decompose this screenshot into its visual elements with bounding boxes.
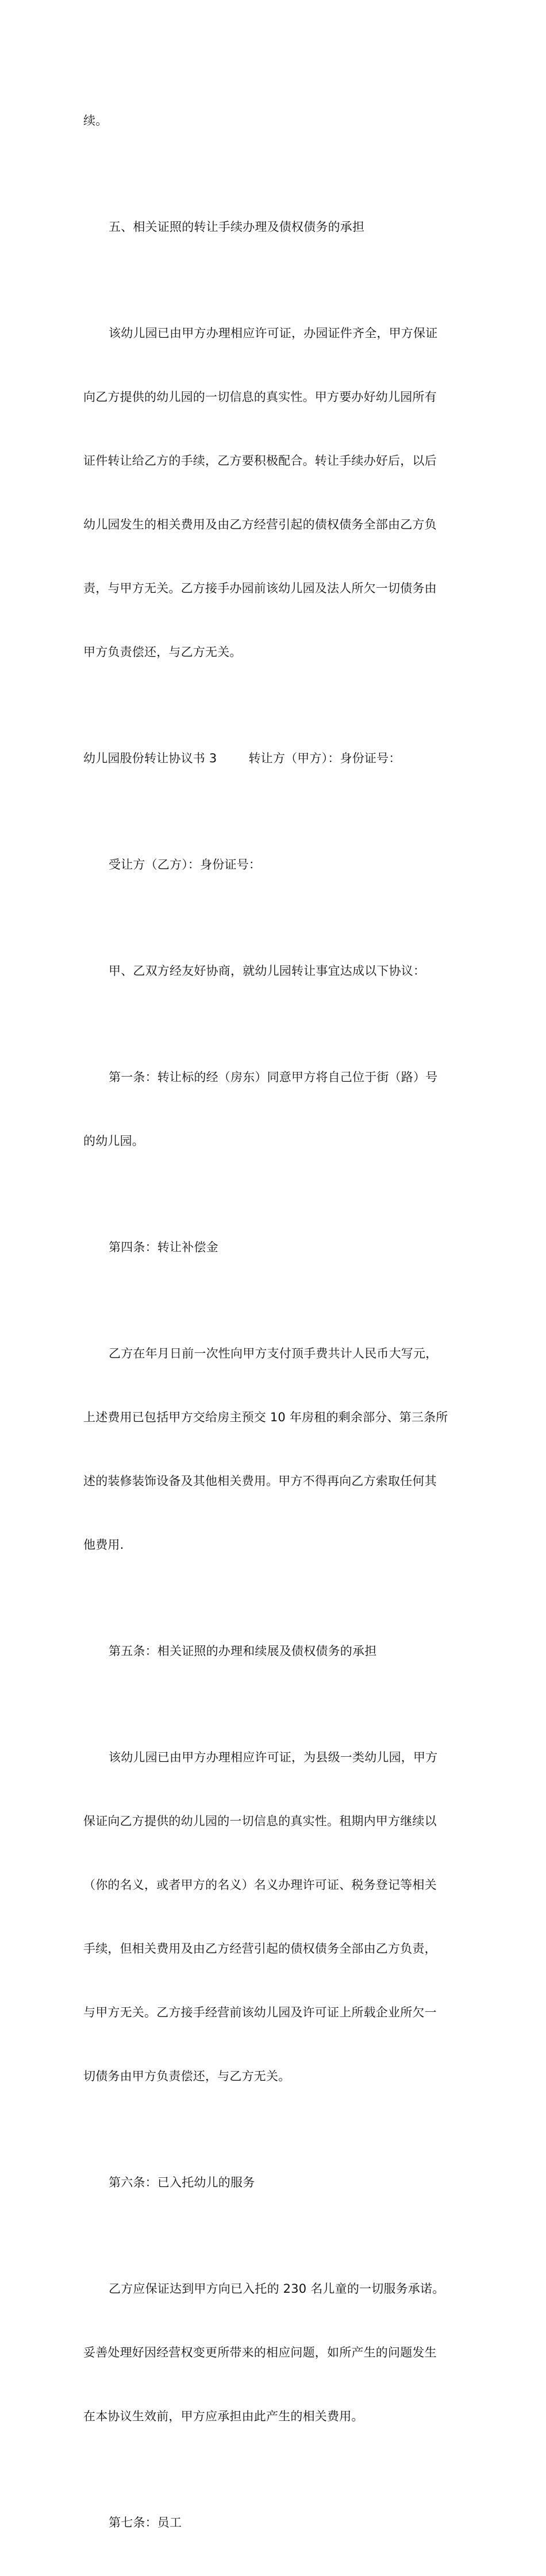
text-line: 第六条：已入托幼儿的服务 <box>109 2176 255 2189</box>
article-5-heading <box>83 1598 467 1705</box>
paragraph-continuation <box>83 68 467 174</box>
text-line: 第五条：相关证照的办理和续展及债权债务的承担 <box>109 1644 377 1658</box>
text-line: 切债务由甲方负责偿还，与乙方无关。 <box>83 2069 291 2083</box>
agreement-preamble <box>83 918 467 1024</box>
text-line: 该幼儿园已由甲方办理相应许可证，办园证件齐全，甲方保证 <box>109 326 438 340</box>
text-line: 续。 <box>83 114 108 128</box>
text-line: 乙方在年月日前一次性向甲方支付顶手费共计人民币大写元， <box>109 1347 438 1360</box>
text-line: 证件转让给乙方的手续，乙方要积极配合。转让手续办好后，以后 <box>83 454 437 468</box>
article-6-heading <box>83 2130 467 2236</box>
text-line: 保证向乙方提供的幼儿园的一切信息的真实性。租期内甲方继续以 <box>83 1814 437 1828</box>
paragraph-license-transfer <box>83 280 467 705</box>
text-line: 他费用. <box>83 1538 124 1552</box>
text-line: （你的名义，或者甲方的名义）名义办理许可证、税务登记等相关 <box>83 1878 437 1892</box>
transferee-line <box>83 812 467 918</box>
text-line: 责，与甲方无关。乙方接手办园前该幼儿园及法人所欠一切债务由 <box>83 581 437 595</box>
text-line: 上述费用已包括甲方交给房主预交 10 年房租的剩余部分、第三条所 <box>83 1410 448 1424</box>
text-line: 手续，但相关费用及由乙方经营引起的债权债务全部由乙方负责， <box>83 1942 437 1956</box>
text-line: 幼儿园股份转让协议书 3 转让方（甲方）：身份证号： <box>83 751 401 765</box>
text-line: 第四条：转让补偿金 <box>109 1240 218 1254</box>
article-4-heading <box>83 1194 467 1301</box>
article-6-body <box>83 2236 467 2470</box>
text-line: 与甲方无关。乙方接手经营前该幼儿园及许可证上所载企业所欠一 <box>83 2006 437 2019</box>
text-line: 甲、乙双方经友好协商，就幼儿园转让事宜达成以下协议： <box>109 964 426 978</box>
text-line: 受让方（乙方）：身份证号： <box>109 858 262 871</box>
text-line: 乙方应保证达到甲方向已入托的 230 名儿童的一切服务承诺。 <box>109 2282 445 2296</box>
article-7-heading <box>83 2470 467 2576</box>
text-line: 第一条：转让标的经（房东）同意甲方将自己位于街（路）号 <box>109 1070 438 1084</box>
text-line: 该幼儿园已由甲方办理相应许可证，为县级一类幼儿园，甲方 <box>109 1750 438 1764</box>
text-line: 的幼儿园。 <box>83 1134 144 1148</box>
article-4-body <box>83 1301 467 1598</box>
section-heading-5 <box>83 174 467 280</box>
article-1 <box>83 1024 467 1194</box>
text-line: 第七条：员工 <box>109 2516 182 2529</box>
agreement-title-line <box>83 705 467 812</box>
article-5-body <box>83 1705 467 2130</box>
text-line: 幼儿园发生的相关费用及由乙方经营引起的债权债务全部由乙方负 <box>83 518 437 531</box>
text-line: 甲方负责偿还，与乙方无关。 <box>83 645 242 659</box>
text-line: 向乙方提供的幼儿园的一切信息的真实性。甲方要办好幼儿园所有 <box>83 390 437 404</box>
text-line: 五、相关证照的转让手续办理及债权债务的承担 <box>109 220 365 234</box>
text-line: 在本协议生效前，甲方应承担由此产生的相关费用。 <box>83 2409 364 2423</box>
text-line: 述的装修装饰设备及其他相关费用。甲方不得再向乙方索取任何其 <box>83 1474 437 1488</box>
text-line: 妥善处理好因经营权变更所带来的相应问题，如所产生的问题发生 <box>83 2346 437 2359</box>
document-body <box>83 68 467 2576</box>
